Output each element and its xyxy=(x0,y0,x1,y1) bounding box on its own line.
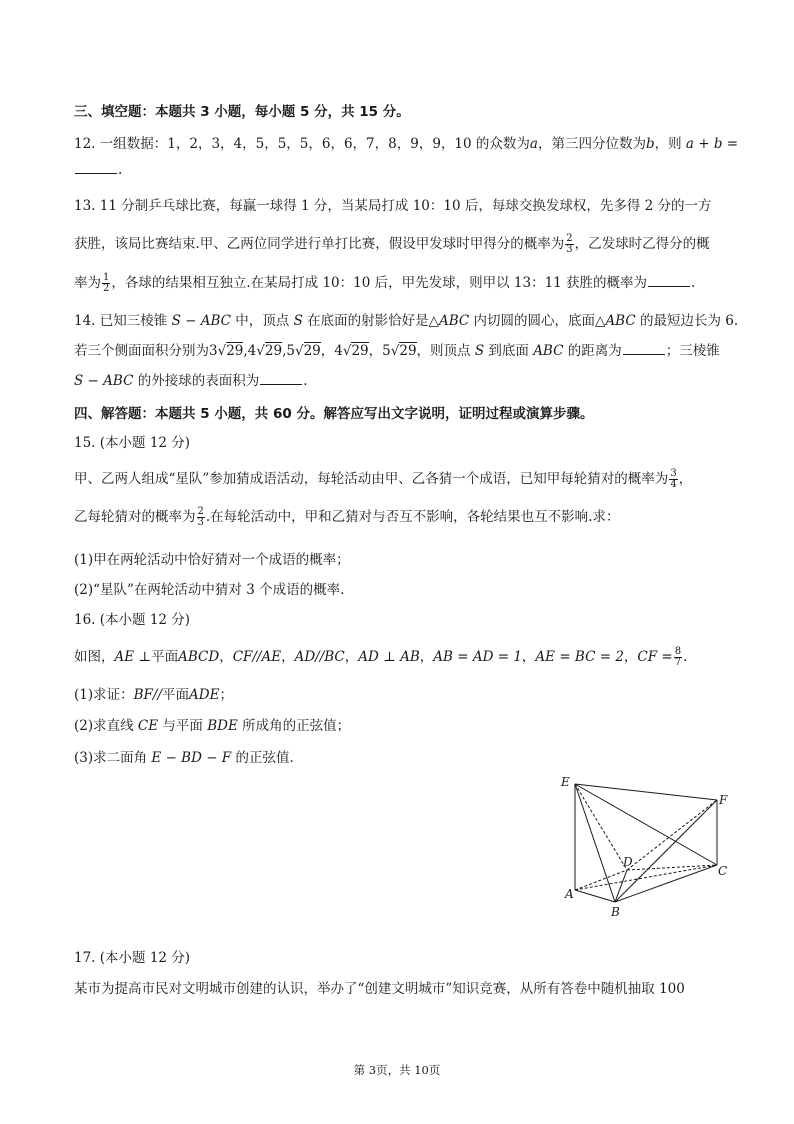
question-14-line-2: 若三个侧面面积分别为3√29,4√29,5√29，4√29，5√29，则顶点 S 到底面 ABC 的距离为 ；三棱锥 xyxy=(74,343,720,359)
answer-blank[interactable] xyxy=(260,371,302,385)
question-13-line-1: 13. 11 分制乒乓球比赛，每赢一球得 1 分，当某局打成 10：10 后，每球交换发球权，先多得 2 分的一方 xyxy=(74,198,712,214)
question-16-line-1 xyxy=(74,647,687,668)
frac-numerator: 8 xyxy=(674,646,682,657)
frac-denominator: 2 xyxy=(103,283,110,294)
frac-numerator: 3 xyxy=(670,468,677,479)
q13-text-c: 率为 xyxy=(74,275,101,291)
q16-sep: ， xyxy=(219,649,233,665)
edge-bd xyxy=(615,870,627,902)
q12-tail: . xyxy=(118,162,123,178)
page-footer: 第 3页，共 10页 xyxy=(353,1063,441,1077)
q14-num: 3 xyxy=(209,343,218,359)
q14-radicand: 29 xyxy=(399,343,417,359)
q16-math: AE = BC = 2 xyxy=(535,649,624,665)
fraction-3-4 xyxy=(669,469,677,490)
q16-sep: ， xyxy=(281,649,295,665)
label-b: B xyxy=(611,905,620,919)
q16-text: 平面 xyxy=(162,687,190,703)
question-15-part-2: (2)“星队”在两轮活动中猜对 3 个成语的概率. xyxy=(74,582,345,598)
frac-denominator: 3 xyxy=(566,244,573,255)
q14-text: ；三棱锥 xyxy=(665,343,720,359)
q13-text-d: ，各球的结果相互独立.在某局打成 10：10 后，甲先发球，则甲以 13：11 获胜的概率为 xyxy=(111,275,648,291)
geometry-figure xyxy=(555,770,745,920)
q14-text: 中，顶点 xyxy=(235,313,290,329)
q16-math: AE xyxy=(114,649,135,665)
question-17-title: 17. (本小题 12 分) xyxy=(74,950,191,966)
q16-math: E − BD − F xyxy=(151,750,232,766)
q16-text: 与平面 xyxy=(162,718,203,734)
question-12-answer-line xyxy=(74,160,122,180)
question-14-line-1 xyxy=(74,311,738,331)
q14-math: ABC xyxy=(533,343,564,359)
q14-math: ABC xyxy=(439,313,470,329)
frac-denominator: 4 xyxy=(670,479,677,490)
q12-mid: ，第三四分位数为 xyxy=(537,136,646,152)
label-c: C xyxy=(718,864,728,878)
q16-math: BF// xyxy=(133,687,163,703)
q16-text: ； xyxy=(219,687,233,703)
section-4-heading: 四、解答题：本题共 5 小题，共 60 分。解答应写出文字说明，证明过程或演算步骤。 xyxy=(74,406,594,422)
question-14-line-3 xyxy=(74,371,308,391)
frac-denominator: 7 xyxy=(674,657,682,668)
q16-sep: ， xyxy=(521,649,536,665)
question-15-line-1 xyxy=(74,469,692,490)
q16-text: 的正弦值. xyxy=(235,750,294,766)
q14-text: ，则顶点 xyxy=(416,343,471,359)
question-17-line-1: 某市为提高市民对文明城市创建的认识，举办了“创建文明城市”知识竞赛，从所有答卷中随机抽取 100 xyxy=(74,981,685,997)
q14-text: 的距离为 xyxy=(567,343,622,359)
q15-text: .在每轮活动中，甲和乙猜对与否互不影响，各轮结果也互不影响.求： xyxy=(205,509,620,525)
frac-numerator: 2 xyxy=(197,506,204,517)
edge-bc xyxy=(615,865,717,902)
question-15-line-2 xyxy=(74,507,619,528)
q12-expr: a + b = xyxy=(685,136,739,152)
q16-text: (2)求直线 xyxy=(74,718,134,734)
q14-text: 的最短边长为 6. xyxy=(639,313,739,329)
edge-ab xyxy=(575,890,615,902)
label-e: E xyxy=(561,775,570,789)
q14-math: S xyxy=(474,343,485,359)
question-13-line-2 xyxy=(74,234,710,255)
q16-math: AB = AD = 1 xyxy=(433,649,522,665)
q16-text: 所成角的正弦值； xyxy=(242,718,351,734)
question-15-part-1: (1)甲在两轮活动中恰好猜对一个成语的概率； xyxy=(74,552,350,568)
q14-num: ，4 xyxy=(320,343,343,359)
q16-text: (1)求证： xyxy=(74,687,134,703)
section-3-heading: 三、填空题：本题共 3 小题，每小题 5 分，共 15 分。 xyxy=(74,104,410,120)
q14-text: 到底面 xyxy=(488,343,529,359)
frac-denominator: 3 xyxy=(197,517,204,528)
label-d: D xyxy=(623,855,633,869)
q14-text: 若三个侧面面积分别为 xyxy=(74,343,209,359)
answer-blank[interactable] xyxy=(623,341,665,355)
label-f: F xyxy=(719,793,728,807)
q14-tail: . xyxy=(303,373,308,389)
edge-df xyxy=(627,800,717,870)
label-a: A xyxy=(565,887,574,901)
q16-sep: ， xyxy=(344,649,359,665)
q16-math: AD ⊥ AB xyxy=(358,649,420,665)
frac-numerator: 1 xyxy=(103,272,110,283)
fraction-8-7 xyxy=(674,647,682,668)
q16-math: ADE xyxy=(189,687,220,703)
q16-text: ⊥平面 xyxy=(138,649,179,665)
q16-end: . xyxy=(683,649,688,665)
q14-math: ABC xyxy=(605,313,636,329)
frac-numerator: 2 xyxy=(566,233,573,244)
answer-blank[interactable] xyxy=(648,273,690,287)
q15-text: 乙每轮猜对的概率为 xyxy=(74,509,196,525)
question-16-title: 16. (本小题 12 分) xyxy=(74,612,191,628)
q16-sep: ， xyxy=(419,649,434,665)
question-16-part-2 xyxy=(74,716,350,736)
q12-text: 12. 一组数据：1，2，3，4，5，5，5，6，6，7，8，9，9，10 的众数为 xyxy=(74,136,530,152)
q12-var-b: b xyxy=(645,136,655,152)
q14-math: S − ABC xyxy=(171,313,231,329)
q13-text-a: 获胜，该局比赛结束.甲、乙两位同学进行单打比赛，假设甲发球时甲得分的概率为 xyxy=(74,236,565,252)
question-16-part-1 xyxy=(74,685,233,705)
q14-text: 在底面的射影恰好是△ xyxy=(307,313,439,329)
q16-math: ABCD xyxy=(178,649,220,665)
q16-math: CF//AE xyxy=(232,649,282,665)
edge-ef xyxy=(575,784,717,800)
q13-text-b: ，乙发球时乙得分的概 xyxy=(574,236,710,252)
fraction-2-3 xyxy=(565,234,573,255)
q15-text: ， xyxy=(678,471,693,487)
q14-num: ,5 xyxy=(282,343,295,359)
fraction-1-2 xyxy=(102,273,110,294)
q16-sep: ， xyxy=(623,649,638,665)
q12-var-a: a xyxy=(529,136,538,152)
q14-num: ，5 xyxy=(368,343,391,359)
q14-radicand: 29 xyxy=(303,343,321,359)
edge-ac xyxy=(575,865,717,890)
q14-text: 的外接球的表面积为 xyxy=(137,373,260,389)
q14-text: 14. 已知三棱锥 xyxy=(74,313,168,329)
q16-text: (3)求二面角 xyxy=(74,750,148,766)
q15-text: 甲、乙两人组成“星队”参加猜成语活动，每轮活动由甲、乙各猜一个成语，已知甲每轮猜对的概率为 xyxy=(74,471,669,487)
edge-ec xyxy=(575,784,717,865)
fraction-2-3 xyxy=(197,507,205,528)
q14-radicand: 29 xyxy=(351,343,369,359)
q13-tail: . xyxy=(691,275,696,291)
q14-math: S − ABC xyxy=(74,373,134,389)
question-13-line-3 xyxy=(74,273,695,294)
edge-ad xyxy=(575,870,627,890)
q16-math: BDE xyxy=(207,718,238,734)
question-16-part-3 xyxy=(74,748,294,768)
q14-radicand: 29 xyxy=(264,343,283,359)
q16-text: 如图， xyxy=(74,649,115,665)
edge-eb xyxy=(575,784,615,902)
q12-end: ，则 xyxy=(654,136,682,152)
q16-math: CF = xyxy=(637,649,673,665)
question-15-title: 15. (本小题 12 分) xyxy=(74,435,191,451)
q14-math: S xyxy=(293,313,303,329)
edge-ed xyxy=(575,784,627,870)
answer-blank[interactable] xyxy=(75,160,117,174)
question-12 xyxy=(74,134,738,154)
q14-text: 内切圆的圆心，底面△ xyxy=(473,313,606,329)
q16-math: AD//BC xyxy=(294,649,345,665)
q14-radicand: 29 xyxy=(226,343,244,359)
q16-math: CE xyxy=(137,718,159,734)
q14-num: ,4 xyxy=(243,343,257,359)
